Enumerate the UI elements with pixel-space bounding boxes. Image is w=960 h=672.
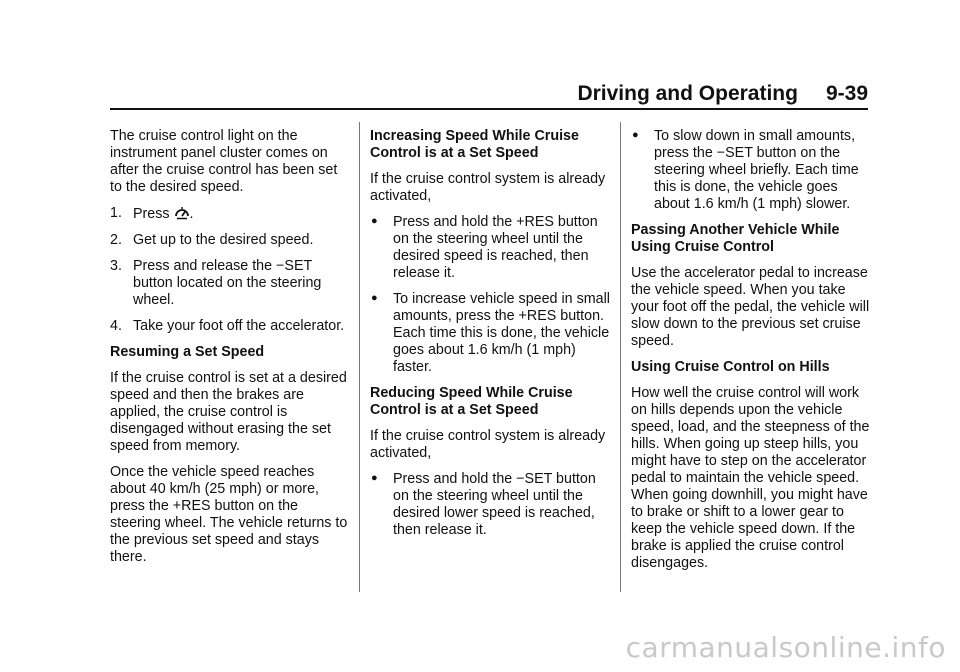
- step-text: Take your foot off the accelerator.: [133, 318, 345, 334]
- cruise-control-icon: [174, 205, 190, 221]
- bullet-icon: ●: [632, 129, 639, 141]
- bullet-item: [370, 291, 610, 376]
- column-2: [370, 128, 610, 548]
- resume-paragraph-1: If the cruise control is set at a desired speed and then the brakes are applied, the cruise control is disengaged without erasing the set speed from memory.: [110, 370, 347, 454]
- step-number: 3.: [110, 258, 122, 274]
- intro-paragraph: The cruise control light on the instrument panel cluster comes on after the cruise control has been set to the desired speed.: [110, 128, 338, 195]
- column-3: [631, 128, 871, 581]
- resume-paragraph-2: Once the vehicle speed reaches about 40 km/h (25 mph) or more, press the +RES button on the steering wheel. The vehicle returns to the previous set speed and stays there.: [110, 464, 348, 565]
- bullet-item: [370, 214, 610, 282]
- increase-heading: Increasing Speed While Cruise Control is at a Set Speed: [370, 128, 579, 161]
- bullet-icon: ●: [371, 215, 378, 227]
- step-text: Press: [133, 206, 174, 222]
- step-number: 2.: [110, 232, 122, 248]
- page-header: [110, 82, 868, 106]
- bullet-text: To increase vehicle speed in small amounts, press the +RES button. Each time this is done, the vehicle goes about 1.6 km/h (1 mph) faster.: [393, 291, 610, 375]
- section-title: Driving and Operating: [577, 82, 798, 105]
- bullet-icon: ●: [371, 472, 378, 484]
- bullet-text: Press and hold the −SET button on the steering wheel until the desired lower speed is reached, then release it.: [393, 471, 596, 538]
- bullet-item: [631, 128, 871, 213]
- watermark: carmanualsonline.info: [625, 631, 946, 664]
- step-4: [110, 318, 348, 335]
- bullet-text: To slow down in small amounts, press the −SET button on the steering wheel briefly. Each time this is done, the vehicle goes about 1.6 km/h (1 mph) slower.: [654, 128, 859, 212]
- passing-paragraph: Use the accelerator pedal to increase the vehicle speed. When you take your foot off the pedal, the vehicle will slow down to the previous set cruise speed.: [631, 265, 870, 349]
- step-number: 1.: [110, 205, 122, 221]
- reduce-intro: If the cruise control system is already activated,: [370, 428, 606, 461]
- column-divider-1: [359, 122, 360, 592]
- step-text: Press and release the −SET button located on the steering wheel.: [133, 258, 322, 308]
- step-2: [110, 232, 348, 249]
- step-1: [110, 205, 348, 223]
- passing-heading: Passing Another Vehicle While Using Cruise Control: [631, 222, 840, 255]
- step-text: Get up to the desired speed.: [133, 232, 314, 248]
- page-number: 9-39: [825, 82, 868, 105]
- bullet-item: [370, 471, 610, 539]
- hills-heading: Using Cruise Control on Hills: [631, 359, 830, 375]
- hills-paragraph: How well the cruise control will work on hills depends upon the vehicle speed, load, and the steepness of the hills. When going up steep hills, you might have to step on the accelerator pedal to maintain the vehicle speed. When going downhill, you might have to brake or shift to a lower gear to keep the vehicle speed down. If the brake is applied the cruise control disengages.: [631, 385, 870, 571]
- column-1: [110, 128, 348, 575]
- increase-intro: If the cruise control system is already activated,: [370, 171, 606, 204]
- bullet-icon: ●: [371, 292, 378, 304]
- column-divider-2: [620, 122, 621, 592]
- resume-heading: Resuming a Set Speed: [110, 344, 265, 360]
- step-number: 4.: [110, 318, 122, 334]
- reduce-heading: Reducing Speed While Cruise Control is at a Set Speed: [370, 385, 573, 418]
- header-rule: [110, 108, 868, 110]
- step-3: [110, 258, 348, 309]
- step-text-end: .: [189, 206, 194, 222]
- bullet-text: Press and hold the +RES button on the steering wheel until the desired speed is reached, then release it.: [393, 214, 598, 281]
